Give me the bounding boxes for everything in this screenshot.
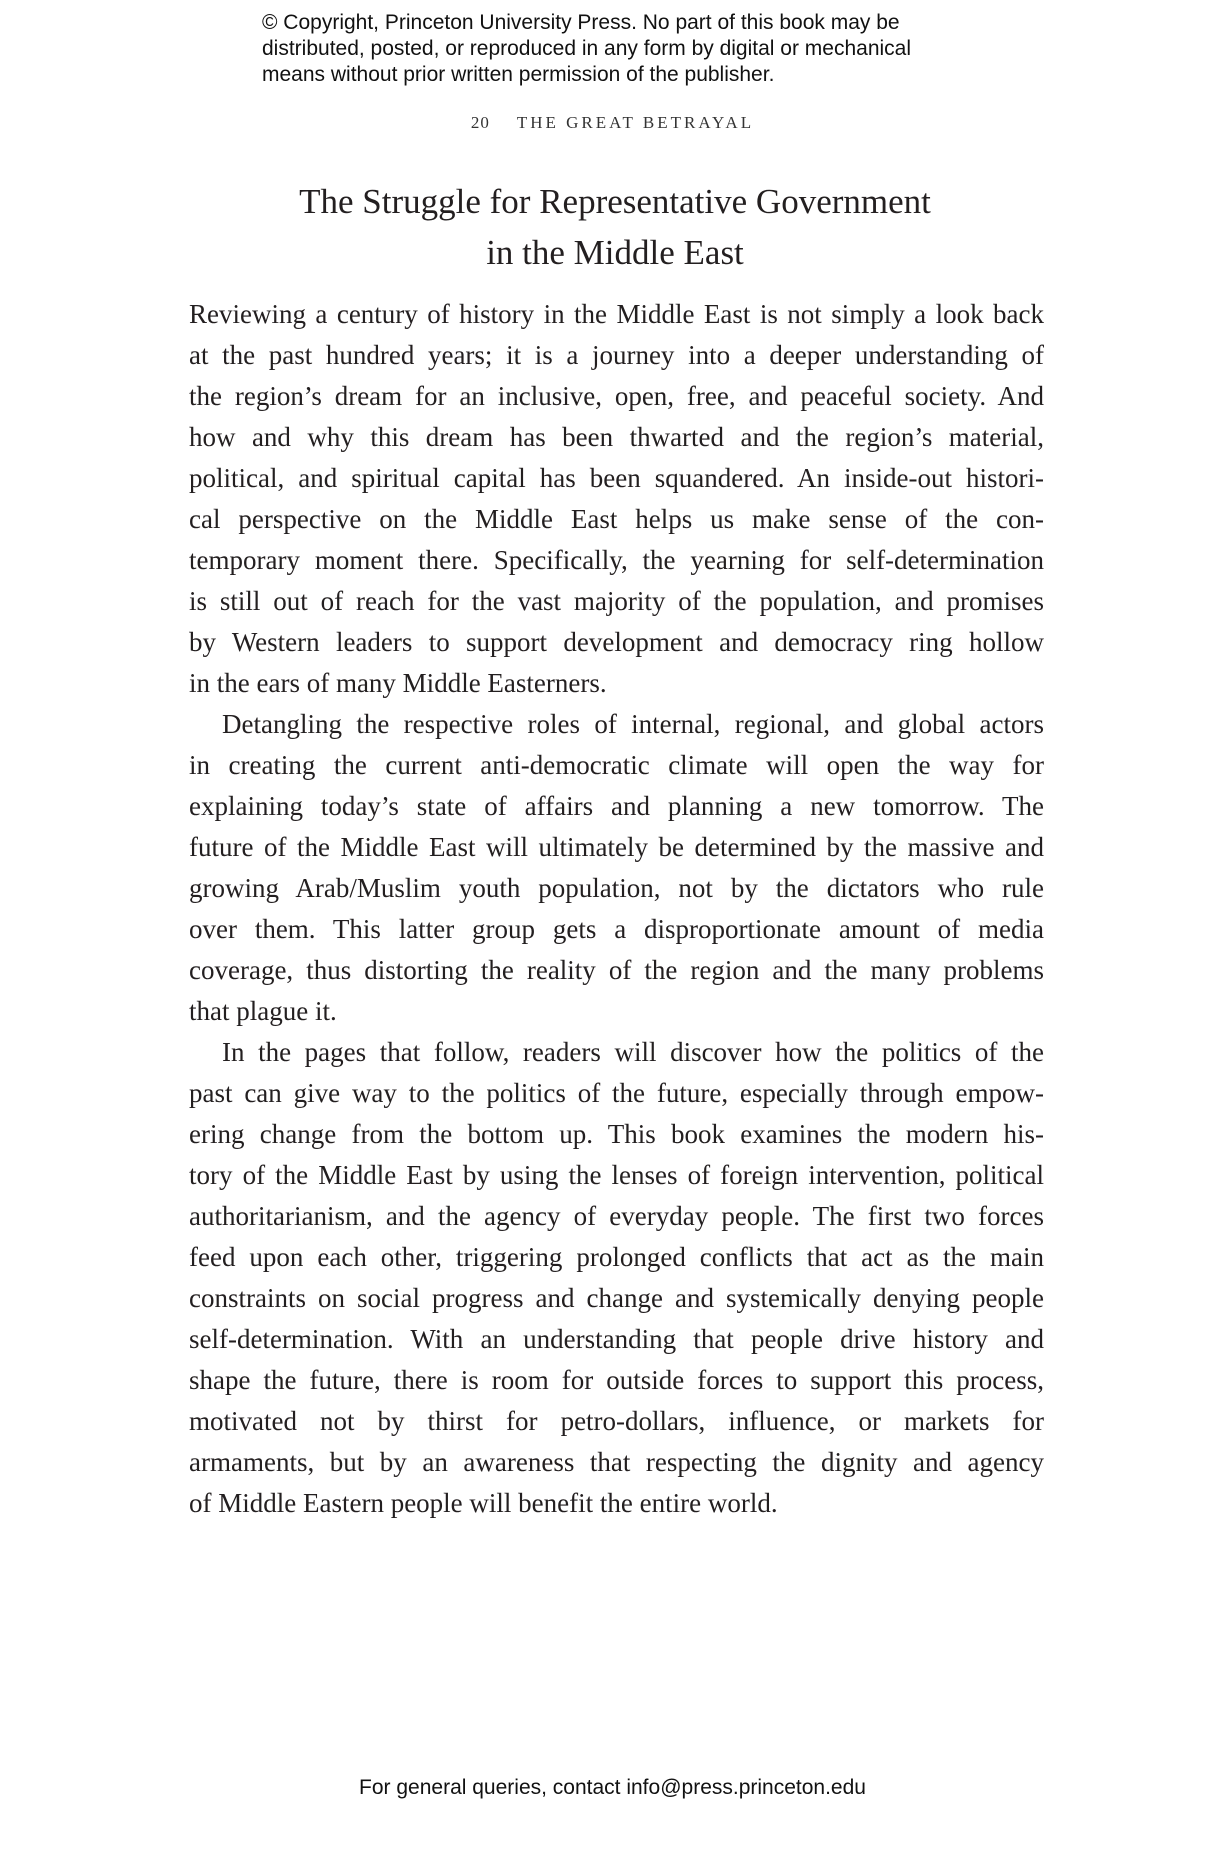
paragraph-3: [189, 1032, 1044, 1524]
text-line: constraints on social progress and change and systemically denying people: [189, 1283, 1044, 1313]
text-line: shape the future, there is room for outside forces to support this process,: [189, 1365, 1044, 1395]
text-line: cal perspective on the Middle East helps us make sense of the con-: [189, 504, 1044, 534]
book-title: THE GREAT BETRAYAL: [516, 113, 755, 132]
text-line: is still out of reach for the vast majority of the population, and promises: [189, 586, 1044, 616]
text-line: feed upon each other, triggering prolonged conflicts that act as the main: [189, 1242, 1044, 1272]
text-line: armaments, but by an awareness that respecting the dignity and agency: [189, 1447, 1044, 1477]
text-line: by Western leaders to support development and democracy ring hollow: [189, 627, 1044, 657]
text-line: growing Arab/Muslim youth population, not by the dictators who rule: [189, 873, 1044, 903]
paragraph-2: [189, 704, 1044, 1032]
text-line: coverage, thus distorting the reality of the region and the many problems: [189, 955, 1044, 985]
text-line: self-determination. With an understanding that people drive history and: [189, 1324, 1044, 1354]
text-line: over them. This latter group gets a disproportionate amount of media: [189, 914, 1044, 944]
text-line: that plague it.: [189, 996, 337, 1026]
text-line: ering change from the bottom up. This book examines the modern his-: [189, 1119, 1044, 1149]
contact-footer: For general queries, contact info@press.princeton.edu: [359, 1776, 866, 1799]
text-line: motivated not by thirst for petro-dollars, influence, or markets for: [189, 1406, 1044, 1436]
body-text: [189, 294, 1044, 1524]
copyright-line: distributed, posted, or reproduced in any form by digital or mechanical: [262, 37, 912, 60]
page-number: 20: [470, 113, 490, 132]
copyright-line: © Copyright, Princeton University Press. No part of this book may be: [262, 11, 900, 34]
text-line: temporary moment there. Specifically, the yearning for self-determination: [189, 545, 1044, 575]
copyright-notice: [262, 10, 1022, 88]
section-heading: [190, 176, 1040, 278]
text-line: political, and spiritual capital has been squandered. An inside-out histori-: [189, 463, 1044, 493]
text-line: explaining today’s state of affairs and planning a new tomorrow. The: [189, 791, 1044, 821]
paragraph-1: [189, 294, 1044, 704]
text-line: past can give way to the politics of the future, especially through empow-: [189, 1078, 1044, 1108]
text-line: in the ears of many Middle Easterners.: [189, 668, 607, 698]
text-line: Detangling the respective roles of internal, regional, and global actors: [222, 709, 1044, 739]
text-line: future of the Middle East will ultimately be determined by the massive and: [189, 832, 1044, 862]
text-line: the region’s dream for an inclusive, open, free, and peaceful society. And: [189, 381, 1044, 411]
copyright-line: means without prior written permission of the publisher.: [262, 63, 775, 86]
text-line: how and why this dream has been thwarted and the region’s material,: [189, 422, 1044, 452]
text-line: In the pages that follow, readers will discover how the politics of the: [222, 1037, 1044, 1067]
text-line: tory of the Middle East by using the lenses of foreign intervention, political: [189, 1160, 1044, 1190]
text-line: of Middle Eastern people will benefit the entire world.: [189, 1488, 778, 1518]
section-heading-line: The Struggle for Representative Government: [299, 182, 931, 221]
text-line: at the past hundred years; it is a journey into a deeper understanding of: [189, 340, 1044, 370]
text-line: authoritarianism, and the agency of everyday people. The first two forces: [189, 1201, 1044, 1231]
section-heading-line: in the Middle East: [486, 233, 744, 272]
text-line: Reviewing a century of history in the Middle East is not simply a look back: [189, 299, 1044, 329]
running-head: [0, 113, 1225, 133]
text-line: in creating the current anti-democratic climate will open the way for: [189, 750, 1044, 780]
